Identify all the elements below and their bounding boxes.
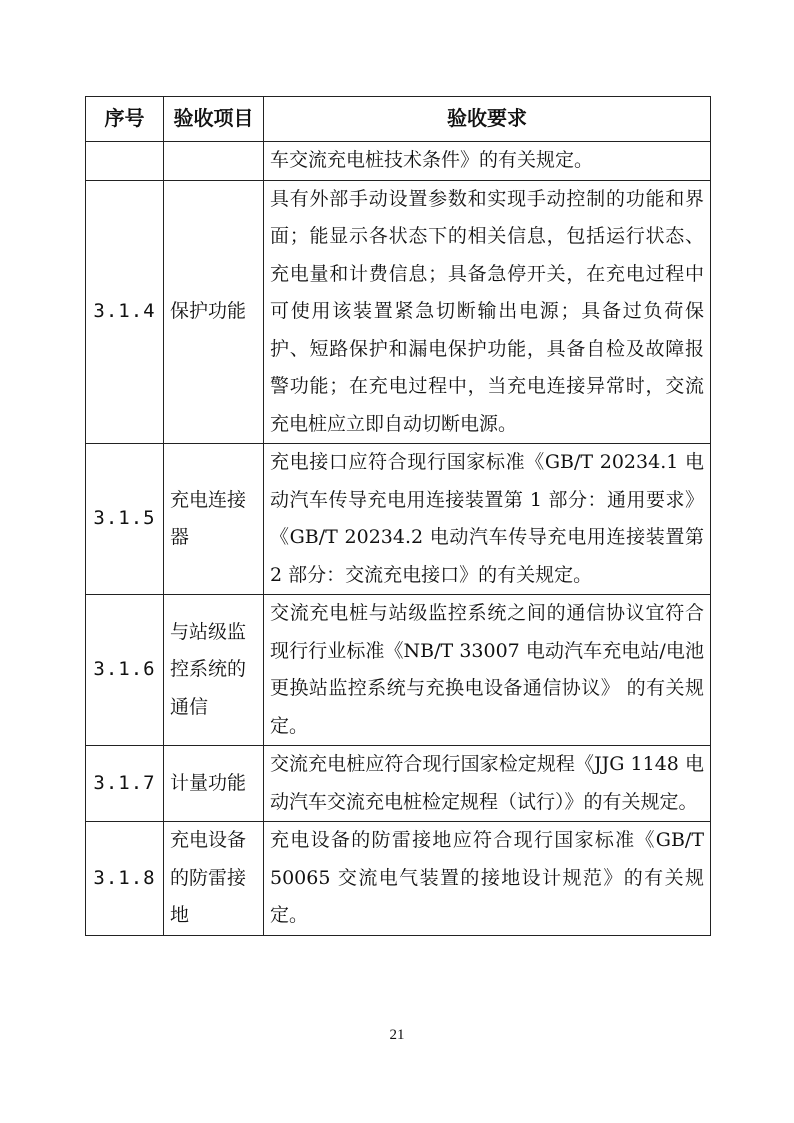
table-row (86, 822, 711, 936)
row-serial: 3.1.7 (86, 746, 164, 822)
table-row (86, 142, 711, 181)
row-item: 与站级监控系统的通信 (164, 595, 264, 746)
header-serial: 序号 (86, 97, 164, 142)
row-requirement: 交流充电桩应符合现行国家检定规程《JJG 1148 电动汽车交流充电桩检定规程（试行）》的有关规定。 (264, 746, 711, 822)
row-serial: 3.1.8 (86, 822, 164, 936)
acceptance-table (85, 96, 711, 936)
table-header-row (86, 97, 711, 142)
row-requirement: 车交流充电桩技术条件》的有关规定。 (264, 142, 711, 181)
table-row (86, 444, 711, 595)
page-number: 21 (389, 1027, 405, 1043)
header-item: 验收项目 (164, 97, 264, 142)
header-requirement: 验收要求 (264, 97, 711, 142)
row-requirement: 充电设备的防雷接地应符合现行国家标准《GB/T 50065 交流电气装置的接地设计规范》的有关规定。 (264, 822, 711, 936)
row-serial (86, 142, 164, 181)
row-item (164, 142, 264, 181)
row-item: 保护功能 (164, 180, 264, 444)
row-requirement: 具有外部手动设置参数和实现手动控制的功能和界面；能显示各状态下的相关信息，包括运行状态、充电量和计费信息；具备急停开关，在充电过程中可使用该装置紧急切断输出电源；具备过负荷保护、短路保护和漏电保护功能，具备自检及故障报警功能；在充电过程中，当充电连接异常时，交流充电桩应立即自动切断电源。 (264, 180, 711, 444)
row-item: 计量功能 (164, 746, 264, 822)
row-serial: 3.1.6 (86, 595, 164, 746)
row-serial: 3.1.4 (86, 180, 164, 444)
row-requirement: 交流充电桩与站级监控系统之间的通信协议宜符合现行行业标准《NB/T 33007 电动汽车充电站/电池更换站监控系统与充换电设备通信协议》 的有关规定。 (264, 595, 711, 746)
row-item: 充电连接器 (164, 444, 264, 595)
table-row (86, 746, 711, 822)
table-row (86, 180, 711, 444)
row-item: 充电设备的防雷接地 (164, 822, 264, 936)
table-row (86, 595, 711, 746)
row-serial: 3.1.5 (86, 444, 164, 595)
row-requirement: 充电接口应符合现行国家标准《GB/T 20234.1 电动汽车传导充电用连接装置第 1 部分：通用要求》《GB/T 20234.2 电动汽车传导充电用连接装置第 2 部分：交流充电接口》的有关规定。 (264, 444, 711, 595)
